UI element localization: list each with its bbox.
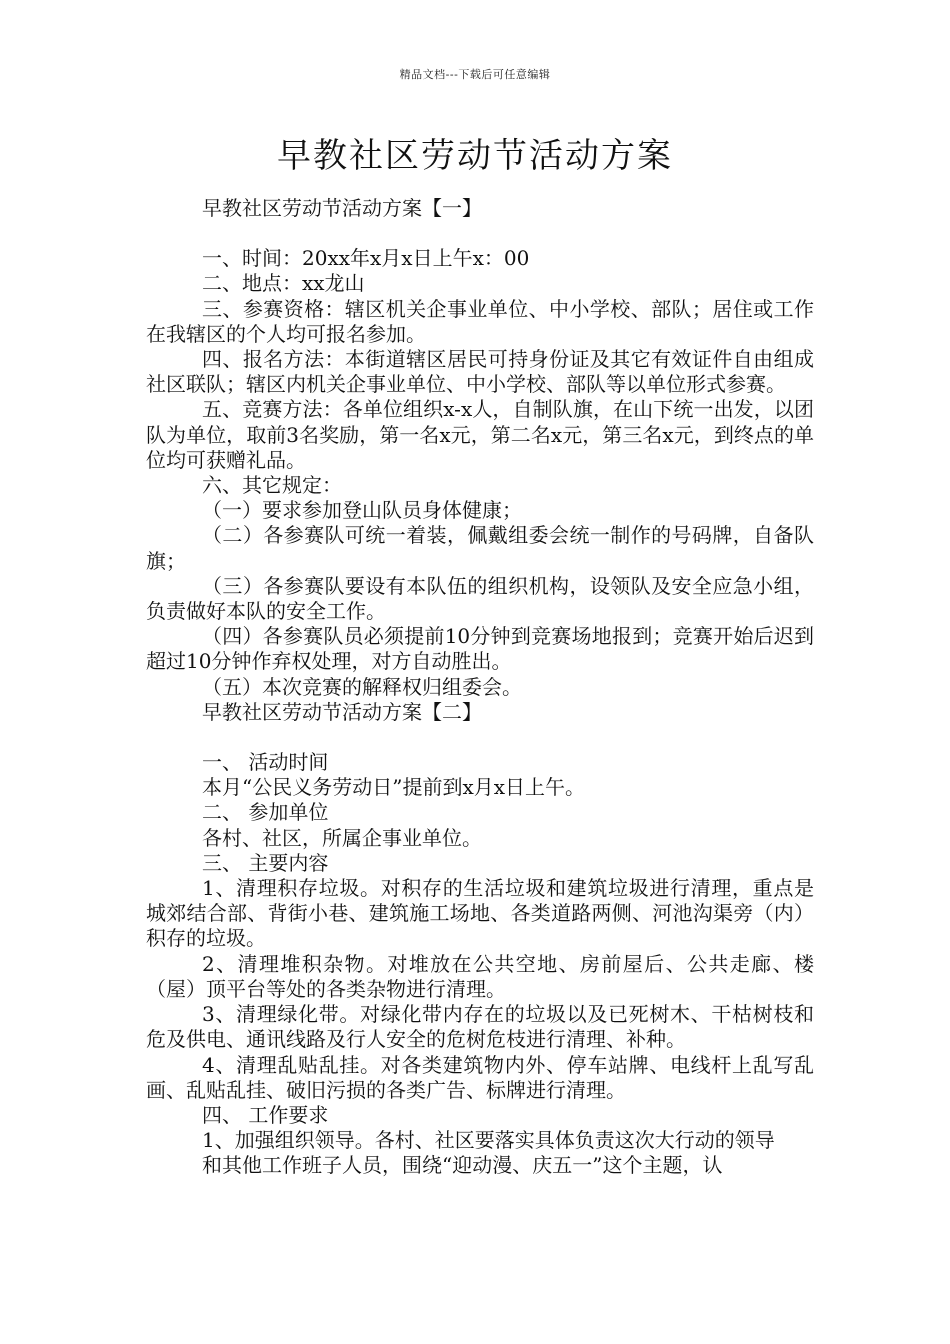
paragraph: 二、 参加单位: [202, 800, 329, 825]
paragraph: 各村、社区，所属企事业单位。: [202, 825, 482, 850]
paragraph: 1、加强组织领导。各村、社区要落实具体负责这次大行动的领导: [202, 1128, 775, 1153]
paragraph: 六、其它规定：: [202, 473, 342, 498]
paragraph: 2、清理堆积杂物。对堆放在公共空地、房前屋后、公共走廊、楼（屋）顶平台等处的各类杂物进行清理。: [146, 951, 814, 1001]
paragraph: 3、清理绿化带。对绿化带内存在的垃圾以及已死树木、干枯树枝和危及供电、通讯线路及行人安全的危树危枝进行清理、补种。: [146, 1002, 814, 1052]
paragraph: （五）本次竞赛的解释权归组委会。: [202, 674, 522, 699]
paragraph: 和其他工作班子人员，围绕“迎动漫、庆五一”这个主题，认: [202, 1153, 723, 1178]
paragraph: 4、清理乱贴乱挂。对各类建筑物内外、停车站牌、电线杆上乱写乱画、乱贴乱挂、破旧污损的各类广告、标牌进行清理。: [146, 1052, 814, 1102]
blank-line: [146, 725, 814, 750]
paragraph: 三、 主要内容: [202, 850, 329, 875]
paragraph: 1、清理积存垃圾。对积存的生活垃圾和建筑垃圾进行清理，重点是城郊结合部、背街小巷、建筑施工场地、各类道路两侧、河池沟渠旁（内）积存的垃圾。: [146, 876, 814, 951]
paragraph: 二、地点：xx龙山: [202, 271, 365, 296]
paragraph: （三）各参赛队要设有本队伍的组织机构，设领队及安全应急小组，负责做好本队的安全工作。: [146, 573, 814, 624]
document-body: [146, 196, 814, 1179]
section-heading-1: 早教社区劳动节活动方案【一】: [202, 196, 482, 220]
paragraph: （二）各参赛队可统一着装，佩戴组委会统一制作的号码牌，自备队旗；: [146, 523, 814, 573]
section-heading-2: 早教社区劳动节活动方案【二】: [202, 699, 482, 724]
paragraph: （一）要求参加登山队员身体健康；: [202, 498, 522, 523]
paragraph: 本月“公民义务劳动日”提前到x月x日上午。: [202, 775, 586, 800]
blank-line: [146, 221, 814, 246]
header-note: 精品文档---下载后可任意编辑: [399, 68, 551, 81]
paragraph: 四、报名方法：本街道辖区居民可持身份证及其它有效证件自由组成社区联队；辖区内机关企事业单位、中小学校、部队等以单位形式参赛。: [146, 347, 814, 397]
paragraph: 一、时间：20xx年x月x日上午x：00: [202, 246, 530, 271]
document-title: 早教社区劳动节活动方案: [277, 136, 673, 176]
paragraph: （四）各参赛队员必须提前10分钟到竞赛场地报到；竞赛开始后迟到超过10分钟作弃权处理，对方自动胜出。: [146, 624, 814, 674]
paragraph: 一、 活动时间: [202, 750, 329, 775]
paragraph: 三、参赛资格：辖区机关企事业单位、中小学校、部队；居住或工作在我辖区的个人均可报名参加。: [146, 296, 814, 346]
paragraph: 五、竞赛方法：各单位组织x-x人，自制队旗，在山下统一出发，以团队为单位，取前3名奖励，第一名x元，第二名x元，第三名x元，到终点的单位均可获赠礼品。: [146, 397, 814, 472]
paragraph: 四、 工作要求: [202, 1102, 329, 1127]
